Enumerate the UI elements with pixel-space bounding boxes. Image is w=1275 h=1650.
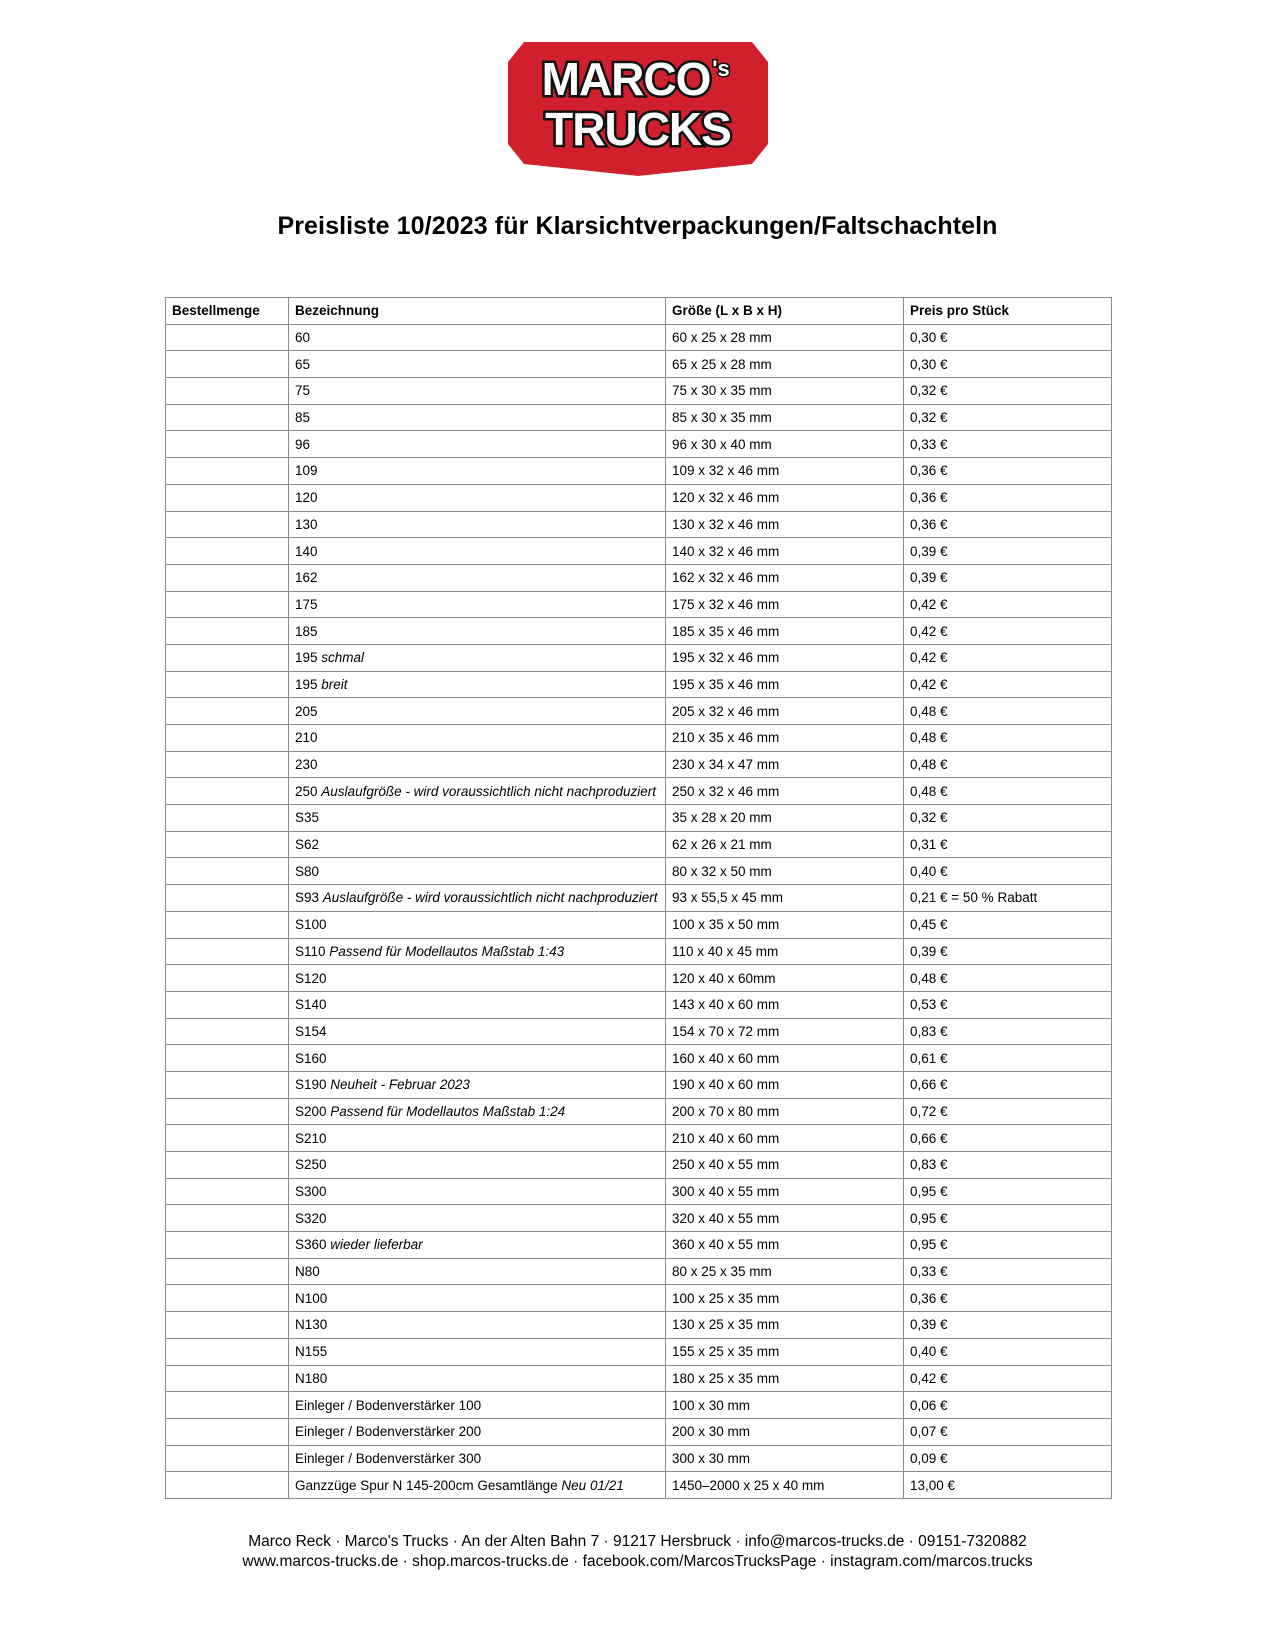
cell-bestellmenge xyxy=(166,324,289,351)
product-name: S110 xyxy=(295,943,326,959)
cell-groesse: 250 x 40 x 55 mm xyxy=(666,1152,904,1179)
cell-groesse: 75 x 30 x 35 mm xyxy=(666,378,904,405)
table-row xyxy=(166,1125,1112,1152)
cell-groesse: 205 x 32 x 46 mm xyxy=(666,698,904,725)
product-note: Passend für Modellautos Maßstab 1:43 xyxy=(329,943,565,959)
product-name: Einleger / Bodenverstärker 200 xyxy=(295,1424,482,1440)
table-row xyxy=(166,1071,1112,1098)
cell-bestellmenge xyxy=(166,644,289,671)
cell-bestellmenge xyxy=(166,404,289,431)
product-name: 230 xyxy=(295,757,318,773)
cell-bezeichnung xyxy=(289,564,666,591)
cell-groesse: 200 x 70 x 80 mm xyxy=(666,1098,904,1125)
product-name: Ganzzüge Spur N 145-200cm Gesamtlänge xyxy=(295,1477,558,1493)
product-name: S320 xyxy=(295,1210,327,1226)
cell-preis: 0,40 € xyxy=(904,858,1112,885)
cell-bezeichnung xyxy=(289,698,666,725)
cell-bestellmenge xyxy=(166,1285,289,1312)
cell-bezeichnung xyxy=(289,805,666,832)
table-row xyxy=(166,618,1112,645)
table-row xyxy=(166,1232,1112,1259)
table-row xyxy=(166,1258,1112,1285)
cell-preis: 0,32 € xyxy=(904,404,1112,431)
logo-line2: TRUCKS xyxy=(545,103,731,155)
table-row xyxy=(166,698,1112,725)
product-note: Auslaufgröße - wird voraussichtlich nicht nachproduziert xyxy=(322,890,658,906)
product-name: 195 xyxy=(295,650,318,666)
table-row xyxy=(166,1418,1112,1445)
cell-preis: 0,42 € xyxy=(904,644,1112,671)
product-name: N155 xyxy=(295,1344,328,1360)
cell-bezeichnung xyxy=(289,1125,666,1152)
table-row xyxy=(166,885,1112,912)
table-row xyxy=(166,538,1112,565)
cell-preis: 0,48 € xyxy=(904,751,1112,778)
cell-groesse: 300 x 30 mm xyxy=(666,1445,904,1472)
cell-groesse: 195 x 35 x 46 mm xyxy=(666,671,904,698)
cell-bezeichnung xyxy=(289,725,666,752)
cell-bezeichnung xyxy=(289,1258,666,1285)
cell-preis: 0,36 € xyxy=(904,1285,1112,1312)
cell-preis: 0,07 € xyxy=(904,1418,1112,1445)
page-title: Preisliste 10/2023 für Klarsichtverpackungen/Faltschachteln xyxy=(277,212,998,240)
cell-bestellmenge xyxy=(166,911,289,938)
cell-groesse: 230 x 34 x 47 mm xyxy=(666,751,904,778)
cell-preis: 0,30 € xyxy=(904,324,1112,351)
cell-bezeichnung xyxy=(289,538,666,565)
cell-groesse: 109 x 32 x 46 mm xyxy=(666,458,904,485)
cell-groesse: 250 x 32 x 46 mm xyxy=(666,778,904,805)
cell-bezeichnung xyxy=(289,671,666,698)
cell-preis: 0,36 € xyxy=(904,511,1112,538)
cell-groesse: 320 x 40 x 55 mm xyxy=(666,1205,904,1232)
cell-preis: 0,61 € xyxy=(904,1045,1112,1072)
cell-preis: 0,72 € xyxy=(904,1098,1112,1125)
cell-groesse: 85 x 30 x 35 mm xyxy=(666,404,904,431)
cell-bestellmenge xyxy=(166,1152,289,1179)
cell-bestellmenge xyxy=(166,1338,289,1365)
cell-preis: 0,32 € xyxy=(904,805,1112,832)
product-note: breit xyxy=(321,676,348,692)
table-row xyxy=(166,1045,1112,1072)
table-row xyxy=(166,324,1112,351)
cell-bestellmenge xyxy=(166,1232,289,1259)
cell-groesse: 143 x 40 x 60 mm xyxy=(666,991,904,1018)
cell-bezeichnung xyxy=(289,991,666,1018)
cell-preis: 0,42 € xyxy=(904,618,1112,645)
cell-preis: 0,30 € xyxy=(904,351,1112,378)
cell-bezeichnung xyxy=(289,938,666,965)
cell-bestellmenge xyxy=(166,458,289,485)
logo-badge xyxy=(506,40,770,178)
cell-bezeichnung xyxy=(289,911,666,938)
table-row xyxy=(166,511,1112,538)
product-name: Einleger / Bodenverstärker 300 xyxy=(295,1450,482,1466)
cell-bezeichnung xyxy=(289,1445,666,1472)
cell-bestellmenge xyxy=(166,431,289,458)
table-row xyxy=(166,831,1112,858)
cell-preis: 0,36 € xyxy=(904,484,1112,511)
product-name: 120 xyxy=(295,490,318,506)
cell-preis: 0,06 € xyxy=(904,1392,1112,1419)
product-name: N130 xyxy=(295,1317,328,1333)
table-row xyxy=(166,725,1112,752)
cell-preis: 0,95 € xyxy=(904,1232,1112,1259)
cell-bezeichnung xyxy=(289,1312,666,1339)
product-name: 75 xyxy=(295,383,311,399)
cell-bezeichnung xyxy=(289,644,666,671)
cell-groesse: 100 x 30 mm xyxy=(666,1392,904,1419)
product-note: Auslaufgröße - wird voraussichtlich nicht nachproduziert xyxy=(321,783,656,799)
cell-preis: 0,66 € xyxy=(904,1125,1112,1152)
table-row xyxy=(166,1312,1112,1339)
cell-bestellmenge xyxy=(166,538,289,565)
table-row xyxy=(166,1098,1112,1125)
cell-bezeichnung xyxy=(289,591,666,618)
table-row xyxy=(166,911,1112,938)
cell-groesse: 190 x 40 x 60 mm xyxy=(666,1071,904,1098)
footer-contact-line: Marco Reck · Marco's Trucks · An der Alten Bahn 7 · 91217 Hersbruck · info@marcos-trucks.de · 09151-7320882 xyxy=(248,1533,1027,1550)
cell-bezeichnung xyxy=(289,1098,666,1125)
cell-bezeichnung xyxy=(289,965,666,992)
cell-preis: 0,83 € xyxy=(904,1152,1112,1179)
cell-preis: 0,33 € xyxy=(904,1258,1112,1285)
product-name: S160 xyxy=(295,1050,327,1066)
cell-preis: 13,00 € xyxy=(904,1472,1112,1499)
cell-bezeichnung xyxy=(289,1392,666,1419)
cell-groesse: 100 x 25 x 35 mm xyxy=(666,1285,904,1312)
cell-bestellmenge xyxy=(166,484,289,511)
table-row xyxy=(166,1472,1112,1499)
cell-bestellmenge xyxy=(166,991,289,1018)
product-note: wieder lieferbar xyxy=(330,1237,423,1253)
product-note: Neuheit - Februar 2023 xyxy=(330,1077,470,1093)
footer-web-line: www.marcos-trucks.de · shop.marcos-trucks.de · facebook.com/MarcosTrucksPage · instagram.com/marcos.trucks xyxy=(242,1553,1033,1570)
cell-bezeichnung xyxy=(289,1285,666,1312)
cell-bezeichnung xyxy=(289,324,666,351)
cell-groesse: 1450–2000 x 25 x 40 mm xyxy=(666,1472,904,1499)
product-note: Passend für Modellautos Maßstab 1:24 xyxy=(330,1103,566,1119)
table-row xyxy=(166,858,1112,885)
table-row xyxy=(166,458,1112,485)
cell-bezeichnung xyxy=(289,1338,666,1365)
cell-groesse: 93 x 55,5 x 45 mm xyxy=(666,885,904,912)
table-row xyxy=(166,378,1112,405)
product-name: S300 xyxy=(295,1184,327,1200)
cell-preis: 0,39 € xyxy=(904,1312,1112,1339)
cell-groesse: 140 x 32 x 46 mm xyxy=(666,538,904,565)
cell-bestellmenge xyxy=(166,1071,289,1098)
product-name: N80 xyxy=(295,1264,320,1280)
cell-preis: 0,21 € = 50 % Rabatt xyxy=(904,885,1112,912)
cell-bezeichnung xyxy=(289,885,666,912)
product-note: Neu 01/21 xyxy=(561,1477,624,1493)
cell-groesse: 210 x 35 x 46 mm xyxy=(666,725,904,752)
cell-bezeichnung xyxy=(289,378,666,405)
logo-suffix: 's xyxy=(712,56,730,81)
product-name: S190 xyxy=(295,1077,327,1093)
product-name: S360 xyxy=(295,1237,327,1253)
cell-groesse: 110 x 40 x 45 mm xyxy=(666,938,904,965)
cell-groesse: 80 x 25 x 35 mm xyxy=(666,1258,904,1285)
cell-groesse: 162 x 32 x 46 mm xyxy=(666,564,904,591)
product-name: 175 xyxy=(295,596,318,612)
cell-bezeichnung xyxy=(289,1018,666,1045)
cell-preis: 0,48 € xyxy=(904,725,1112,752)
cell-preis: 0,36 € xyxy=(904,458,1112,485)
product-name: 140 xyxy=(295,543,318,559)
cell-bestellmenge xyxy=(166,858,289,885)
cell-preis: 0,48 € xyxy=(904,965,1112,992)
cell-bestellmenge xyxy=(166,1418,289,1445)
cell-preis: 0,45 € xyxy=(904,911,1112,938)
cell-preis: 0,66 € xyxy=(904,1071,1112,1098)
product-name: S100 xyxy=(295,917,327,933)
cell-groesse: 65 x 25 x 28 mm xyxy=(666,351,904,378)
cell-bestellmenge xyxy=(166,378,289,405)
table-row xyxy=(166,965,1112,992)
cell-preis: 0,95 € xyxy=(904,1178,1112,1205)
cell-preis: 0,42 € xyxy=(904,1365,1112,1392)
cell-groesse: 130 x 32 x 46 mm xyxy=(666,511,904,538)
cell-bezeichnung xyxy=(289,1472,666,1499)
cell-bezeichnung xyxy=(289,458,666,485)
table-body xyxy=(166,324,1112,1498)
product-name: 205 xyxy=(295,703,318,719)
product-name: S93 xyxy=(295,890,320,906)
table-row xyxy=(166,1285,1112,1312)
cell-preis: 0,40 € xyxy=(904,1338,1112,1365)
cell-groesse: 155 x 25 x 35 mm xyxy=(666,1338,904,1365)
table-row xyxy=(166,671,1112,698)
cell-preis: 0,39 € xyxy=(904,938,1112,965)
cell-bezeichnung xyxy=(289,1365,666,1392)
table-row xyxy=(166,1338,1112,1365)
cell-preis: 0,42 € xyxy=(904,671,1112,698)
cell-bestellmenge xyxy=(166,1178,289,1205)
cell-bestellmenge xyxy=(166,1205,289,1232)
product-name: S140 xyxy=(295,997,327,1013)
table-row xyxy=(166,644,1112,671)
table-row xyxy=(166,1205,1112,1232)
cell-groesse: 360 x 40 x 55 mm xyxy=(666,1232,904,1259)
cell-bestellmenge xyxy=(166,1365,289,1392)
header-preis: Preis pro Stück xyxy=(904,298,1112,325)
cell-groesse: 100 x 35 x 50 mm xyxy=(666,911,904,938)
cell-bezeichnung xyxy=(289,1045,666,1072)
product-name: 130 xyxy=(295,516,318,532)
cell-bestellmenge xyxy=(166,698,289,725)
cell-groesse: 200 x 30 mm xyxy=(666,1418,904,1445)
cell-groesse: 195 x 32 x 46 mm xyxy=(666,644,904,671)
cell-bezeichnung xyxy=(289,431,666,458)
table-header-row xyxy=(166,298,1112,325)
product-name: N180 xyxy=(295,1370,328,1386)
product-name: 60 xyxy=(295,330,311,346)
header-groesse: Größe (L x B x H) xyxy=(666,298,904,325)
header-bestellmenge: Bestellmenge xyxy=(166,298,289,325)
table-row xyxy=(166,1152,1112,1179)
product-name: S210 xyxy=(295,1130,327,1146)
product-name: 109 xyxy=(295,463,318,479)
cell-groesse: 300 x 40 x 55 mm xyxy=(666,1178,904,1205)
cell-bestellmenge xyxy=(166,831,289,858)
table-row xyxy=(166,751,1112,778)
cell-groesse: 35 x 28 x 20 mm xyxy=(666,805,904,832)
cell-preis: 0,95 € xyxy=(904,1205,1112,1232)
cell-bestellmenge xyxy=(166,751,289,778)
product-name: S200 xyxy=(295,1103,327,1119)
cell-bezeichnung xyxy=(289,511,666,538)
cell-preis: 0,33 € xyxy=(904,431,1112,458)
cell-bezeichnung xyxy=(289,404,666,431)
cell-bezeichnung xyxy=(289,1071,666,1098)
cell-preis: 0,09 € xyxy=(904,1445,1112,1472)
product-name: S154 xyxy=(295,1023,327,1039)
product-name: S35 xyxy=(295,810,320,826)
table-row xyxy=(166,991,1112,1018)
cell-groesse: 62 x 26 x 21 mm xyxy=(666,831,904,858)
product-name: 65 xyxy=(295,356,311,372)
table-row xyxy=(166,564,1112,591)
cell-bestellmenge xyxy=(166,1472,289,1499)
cell-preis: 0,32 € xyxy=(904,378,1112,405)
cell-groesse: 210 x 40 x 60 mm xyxy=(666,1125,904,1152)
cell-bestellmenge xyxy=(166,1125,289,1152)
cell-bestellmenge xyxy=(166,591,289,618)
table-row xyxy=(166,404,1112,431)
cell-bezeichnung xyxy=(289,1418,666,1445)
table-row xyxy=(166,1365,1112,1392)
cell-bezeichnung xyxy=(289,1178,666,1205)
product-name: 85 xyxy=(295,410,311,426)
cell-preis: 0,39 € xyxy=(904,538,1112,565)
cell-groesse: 180 x 25 x 35 mm xyxy=(666,1365,904,1392)
table-row xyxy=(166,484,1112,511)
table-row xyxy=(166,778,1112,805)
table-row xyxy=(166,938,1112,965)
cell-bestellmenge xyxy=(166,1258,289,1285)
cell-groesse: 175 x 32 x 46 mm xyxy=(666,591,904,618)
cell-bestellmenge xyxy=(166,1045,289,1072)
product-name: 250 xyxy=(295,783,318,799)
cell-bezeichnung xyxy=(289,751,666,778)
product-name: 210 xyxy=(295,730,318,746)
logo-line1: MARCO xyxy=(541,53,711,105)
product-name: S80 xyxy=(295,863,320,879)
cell-groesse: 160 x 40 x 60 mm xyxy=(666,1045,904,1072)
cell-bestellmenge xyxy=(166,1312,289,1339)
cell-groesse: 120 x 32 x 46 mm xyxy=(666,484,904,511)
table-row xyxy=(166,1392,1112,1419)
cell-bezeichnung xyxy=(289,858,666,885)
cell-bestellmenge xyxy=(166,778,289,805)
product-name: Einleger / Bodenverstärker 100 xyxy=(295,1397,482,1413)
cell-bestellmenge xyxy=(166,1098,289,1125)
cell-bezeichnung xyxy=(289,831,666,858)
cell-groesse: 60 x 25 x 28 mm xyxy=(666,324,904,351)
table-row xyxy=(166,591,1112,618)
table-row xyxy=(166,431,1112,458)
cell-bestellmenge xyxy=(166,938,289,965)
cell-groesse: 130 x 25 x 35 mm xyxy=(666,1312,904,1339)
cell-preis: 0,42 € xyxy=(904,591,1112,618)
cell-bestellmenge xyxy=(166,1392,289,1419)
cell-preis: 0,53 € xyxy=(904,991,1112,1018)
product-name: S250 xyxy=(295,1157,327,1173)
cell-bezeichnung xyxy=(289,1205,666,1232)
cell-groesse: 185 x 35 x 46 mm xyxy=(666,618,904,645)
table-row xyxy=(166,351,1112,378)
cell-bestellmenge xyxy=(166,725,289,752)
product-name: S62 xyxy=(295,837,320,853)
cell-bestellmenge xyxy=(166,805,289,832)
cell-bestellmenge xyxy=(166,618,289,645)
cell-preis: 0,39 € xyxy=(904,564,1112,591)
cell-groesse: 154 x 70 x 72 mm xyxy=(666,1018,904,1045)
cell-bestellmenge xyxy=(166,965,289,992)
cell-groesse: 96 x 30 x 40 mm xyxy=(666,431,904,458)
product-name: 162 xyxy=(295,570,318,586)
cell-bestellmenge xyxy=(166,511,289,538)
product-name: 185 xyxy=(295,623,318,639)
cell-bestellmenge xyxy=(166,1018,289,1045)
product-name: N100 xyxy=(295,1290,328,1306)
footer xyxy=(0,1532,1275,1572)
cell-preis: 0,83 € xyxy=(904,1018,1112,1045)
cell-bestellmenge xyxy=(166,351,289,378)
cell-bezeichnung xyxy=(289,778,666,805)
cell-bestellmenge xyxy=(166,885,289,912)
cell-bestellmenge xyxy=(166,1445,289,1472)
cell-groesse: 120 x 40 x 60mm xyxy=(666,965,904,992)
cell-bezeichnung xyxy=(289,1152,666,1179)
product-note: schmal xyxy=(321,650,365,666)
cell-preis: 0,31 € xyxy=(904,831,1112,858)
cell-bezeichnung xyxy=(289,351,666,378)
product-name: 96 xyxy=(295,436,311,452)
cell-preis: 0,48 € xyxy=(904,778,1112,805)
table-row xyxy=(166,805,1112,832)
cell-bezeichnung xyxy=(289,618,666,645)
table-row xyxy=(166,1018,1112,1045)
cell-bezeichnung xyxy=(289,484,666,511)
product-name: 195 xyxy=(295,676,318,692)
cell-bestellmenge xyxy=(166,564,289,591)
cell-preis: 0,48 € xyxy=(904,698,1112,725)
product-name: S120 xyxy=(295,970,327,986)
cell-groesse: 80 x 32 x 50 mm xyxy=(666,858,904,885)
cell-bezeichnung xyxy=(289,1232,666,1259)
table-row xyxy=(166,1178,1112,1205)
cell-bestellmenge xyxy=(166,671,289,698)
brand-logo xyxy=(506,40,770,178)
price-table xyxy=(165,297,1112,1499)
header-bezeichnung: Bezeichnung xyxy=(289,298,666,325)
table-row xyxy=(166,1445,1112,1472)
